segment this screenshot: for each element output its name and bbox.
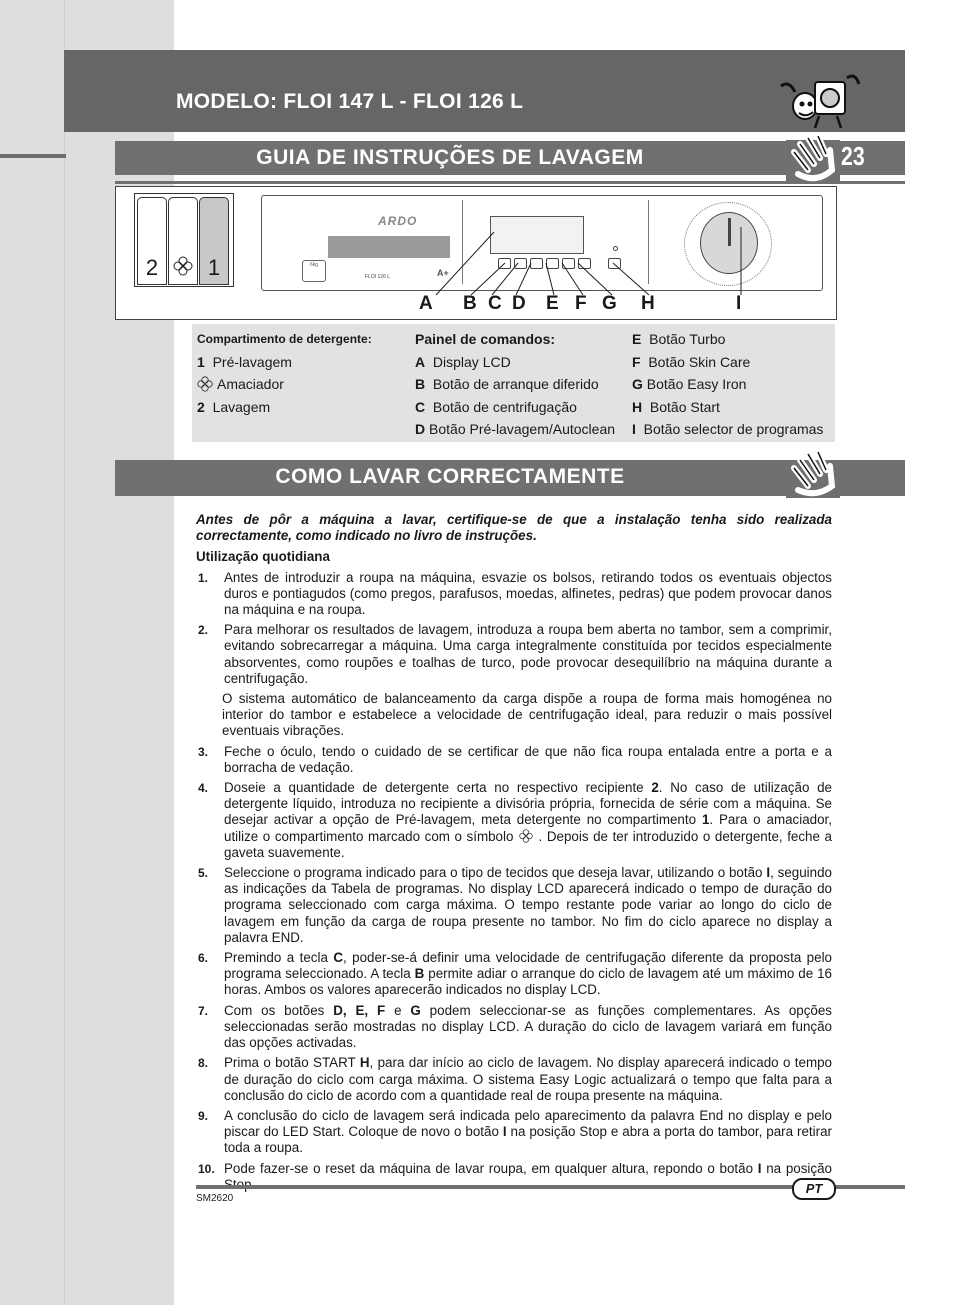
document-code: SM2620 xyxy=(196,1193,234,1204)
instruction-note: O sistema automático de balanceamento da carga dispõe a roupa de forma mais homogénea no interior do tambor e estabelece a velocidade de centrifugação ideal, para reduzir o mais possível eventuais vibrações. xyxy=(222,691,832,739)
hand-pointer-icon xyxy=(786,130,840,184)
energy-class-label: A+ xyxy=(437,268,449,278)
label-d: D xyxy=(512,293,526,314)
instruction-step: 9. A conclusão do ciclo de lavagem será indicada pelo aparecimento da palavra End no display e pelo piscar do LED Start. Coloque de novo o botão I na posição Stop e abra a porta do tambor, para retirar toda a roupa. xyxy=(198,1107,832,1156)
compartment-1: 1 xyxy=(199,197,229,285)
legend-item: H Botão Start xyxy=(632,398,720,415)
hand-pointer-icon xyxy=(786,448,840,498)
legend-item: A Display LCD xyxy=(415,353,511,370)
instruction-step: 8. Prima o botão START H, para dar início ao ciclo de lavagem. No display aparecerá indicado o tempo de duração do ciclo com carga máxima. O sistema Easy Logic actualizará o tempo que falta para a conclusão do ciclo de acordo com a quantidade real de roupa presente na máquina. xyxy=(198,1055,832,1103)
panel-letter-row xyxy=(116,293,836,317)
legend-item: G Botão Easy Iron xyxy=(632,376,747,393)
left-margin-rule xyxy=(64,0,65,1305)
legend-heading-detergent: Compartimento de detergente: xyxy=(197,332,372,346)
instructions-body xyxy=(196,512,832,1197)
section-title-how-to-wash: COMO LAVAR CORRECTAMENTE xyxy=(275,465,625,488)
capacity-label: 6kg xyxy=(302,260,326,282)
label-a: A xyxy=(419,293,433,314)
instruction-step: 6. Premindo a tecla C, poder-se-á definir uma velocidade de centrifugação diferente da proposta pelo programa seleccionado. A tecla B permite adiar o arranque do ciclo de lavagem até um máximo de 16 horas. Ambos os valores aparecerão indicados no display LCD. xyxy=(198,950,833,998)
legend-buttons xyxy=(632,328,823,441)
label-h: H xyxy=(641,293,655,314)
fascia-model-tag: FLOI 126 L xyxy=(365,274,391,280)
legend-heading-controls: Painel de comandos: xyxy=(415,331,556,347)
legend-item: B Botão de arranque diferido xyxy=(415,376,599,393)
subheading-daily-use: Utilização quotidiana xyxy=(196,549,330,565)
legend-detergent xyxy=(197,328,372,418)
flower-softener-icon xyxy=(197,376,213,392)
label-g: G xyxy=(602,293,617,314)
legend-item: F Botão Skin Care xyxy=(632,353,751,370)
instruction-step: 2. Para melhorar os resultados de lavagem, introduza a roupa bem aberta no tambor, sem a comprimir, evitando sobrecarregar a máquina. Uma carga integralmente constituída por tecidos especialmente absorventes, como roupões e toalhas de turco, pode provocar desequilíbrio na máquina durante a centrifugação. xyxy=(198,622,832,686)
model-title: MODELO: FLOI 147 L - FLOI 126 L xyxy=(176,90,524,113)
language-badge: PT xyxy=(792,1178,836,1200)
legend-controls xyxy=(415,328,615,441)
legend-item: D Botão Pré-lavagem/Autoclean xyxy=(415,421,616,438)
instruction-step: 10. Pode fazer-se o reset da máquina de lavar roupa, em qualquer altura, repondo o botão I na posição xyxy=(198,1160,832,1176)
legend-item: E Botão Turbo xyxy=(632,331,726,347)
instruction-step: 7. Com os botões D, E, F e G podem seleccionar-se as funções complementares. As opções seleccionadas serão mostradas no display LCD. A duração do ciclo de lavagem variará em função das opções activadas. xyxy=(198,1002,832,1051)
washing-machine-mascot-icon xyxy=(775,66,861,130)
legend-box xyxy=(192,324,835,442)
instruction-step: 5. Seleccione o programa indicado para o tipo de tecidos que deseja lavar, utilizando o botão I, seguindo as indicações da Tabela de programas. No display LCD aparecerá indicado o tempo de duração do programa seleccionado com carga máxima. O tempo restante pode variar ao longo do ciclo de lavagem em função da carga de roupa presente no tambor. No fim do ciclo aparece no display a palavra END. xyxy=(198,865,832,945)
instruction-step: 3. Feche o óculo, tendo o cuidado de se certificar de que não fica roupa entalada entre a porta e a borracha de vedação. xyxy=(198,743,832,775)
instruction-step: 4. Doseie a quantidade de detergente certa no respectivo recipiente 2. No caso de utilização de detergente líquido, introduza no recipiente a divisória própria, fornecida de série com a máquina. Se desejar activar a opção de Pré-lavagem, meta detergente no compartimento 1. Para o amaciador, utilize o compartimento marcado com o símbolo . Depois de ter introduzido o detergente, feche a gaveta suavemente. xyxy=(198,780,832,860)
control-panel-figure xyxy=(115,186,837,320)
label-f: F xyxy=(575,293,587,314)
intro-warning: Antes de pôr a máquina a lavar, certifique-se de que a instalação tenha sido realizada correctamente, como indicado no livro de instruções. xyxy=(196,512,832,544)
instruction-step: 1. Antes de introduzir a roupa na máquina, esvazie os bolsos, retirando todos os eventuais objectos duros e pontiagudos (como pregos, parafusos, moedas, alfinetes, pedras) que podem provocar danos na máquina e na roupa. xyxy=(198,569,832,618)
legend-item: 1 Pré-lavagem xyxy=(197,353,292,370)
flower-softener-icon xyxy=(518,829,534,843)
section-title-washing-guide: GUIA DE INSTRUÇÕES DE LAVAGEM xyxy=(256,146,644,169)
legend-item: I Botão selector de programas xyxy=(632,421,824,438)
left-margin-tick xyxy=(0,154,66,158)
legend-item: Amaciador xyxy=(197,373,372,396)
label-e: E xyxy=(546,293,559,314)
label-c: C xyxy=(488,293,502,314)
legend-item: C Botão de centrifugação xyxy=(415,398,577,415)
brand-logo: ARDO xyxy=(378,214,418,228)
legend-item: 2 Lavagem xyxy=(197,398,271,415)
label-b: B xyxy=(463,293,477,314)
page-number: 23 xyxy=(841,141,865,171)
label-i: I xyxy=(736,293,742,314)
compartment-2: 2 xyxy=(137,197,167,285)
